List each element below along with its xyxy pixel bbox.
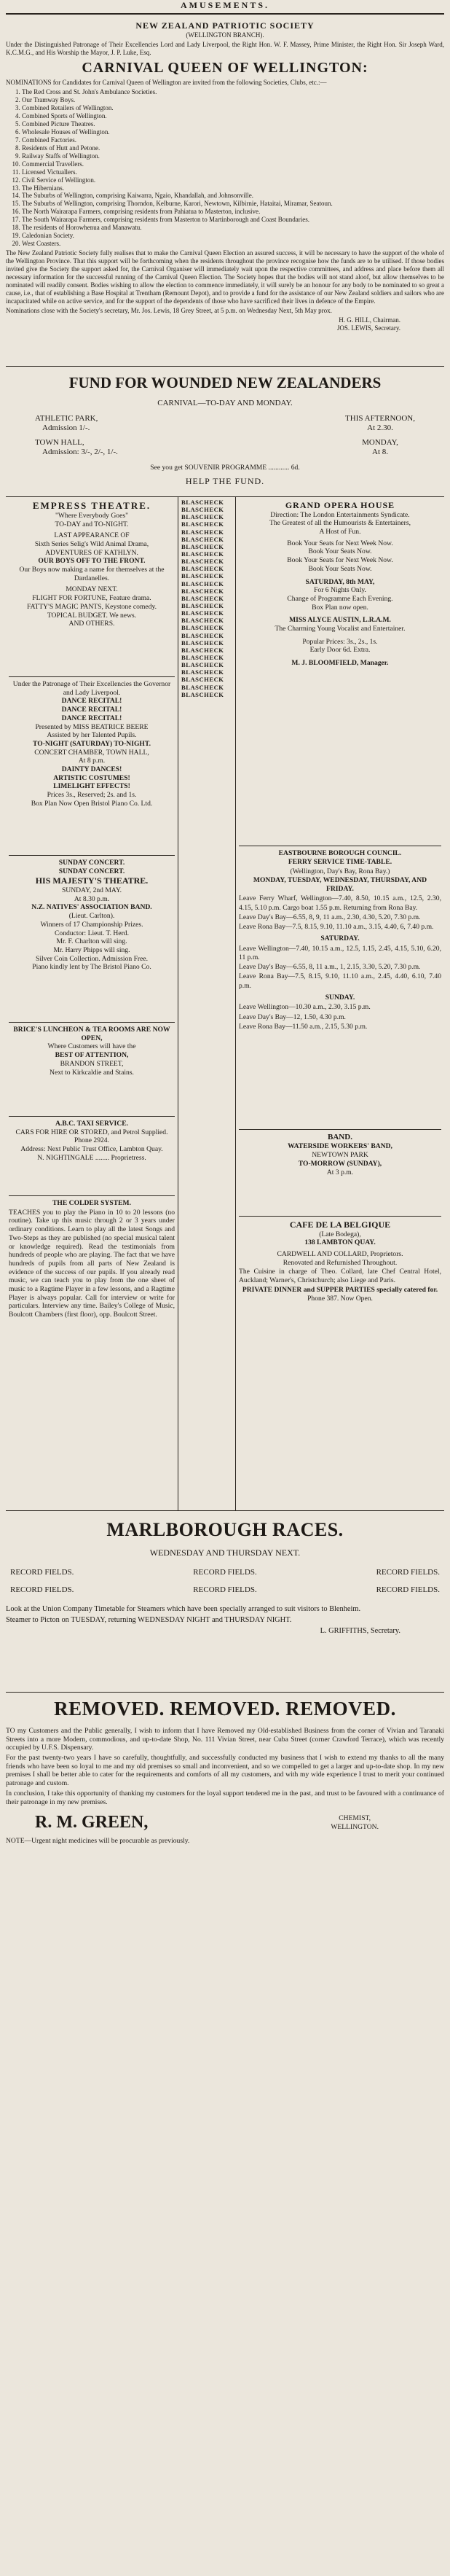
races-title: MARLBOROUGH RACES. — [106, 1519, 344, 1540]
time-afternoon-hour: At 2.30. — [367, 424, 393, 433]
chemist-role: CHEMIST, — [339, 1814, 371, 1823]
list-item: 2. Our Tramway Boys. — [22, 96, 444, 104]
abc-title: A.B.C. TAXI SERVICE. — [55, 1120, 129, 1128]
blascheck-word: BLASCHECK — [181, 676, 224, 684]
ferry-times: Leave Day's Bay—6.55, 8, 11 a.m., 1, 2.15, 3.30, 5.20, 7.30 p.m. — [239, 963, 421, 972]
cafe-body: The Cuisine in charge of Theo. Collard, late Chef Central Hotel, Auckland; Warner's, Christchurch; also Liege and Paris. — [239, 1268, 441, 1285]
opera-line: The Charming Young Vocalist and Entertainer. — [275, 625, 406, 633]
cafe-owners: CARDWELL AND COLLARD, Proprietors. — [277, 1250, 403, 1259]
blascheck-word: BLASCHECK — [181, 609, 224, 617]
empress-line: Our Boys now making a name for themselves at the Dardanelles. — [19, 566, 165, 582]
recital-line: DANCE RECITAL! — [61, 697, 122, 706]
blascheck-word: BLASCHECK — [181, 565, 224, 573]
blascheck-word: BLASCHECK — [181, 661, 224, 669]
ferry-saturday: SATURDAY. — [320, 934, 360, 943]
patronage-text: Under the Distinguished Patronage of Their Excellencies Lord and Lady Liverpool, the Right Hon. W. F. Massey, Prime Minister, the Right Hon. Sir Joseph Ward, K.C.M.G., and His Worship the Mayor, J. P. Luke, Esq. — [6, 40, 444, 56]
ferry-days: MONDAY, TUESDAY, WEDNESDAY, THURSDAY, AND FRIDAY. — [253, 875, 427, 894]
list-item: 9. Railway Staffs of Wellington. — [22, 152, 444, 160]
band-ad — [239, 1130, 441, 1217]
recital-line: Box Plan Now Open Bristol Piano Co. Ltd. — [31, 799, 153, 808]
recital-line: ARTISTIC COSTUMES! — [53, 773, 130, 782]
empress-line: FATTY'S MAGIC PANTS, Keystone comedy. — [26, 602, 157, 611]
ads-columns — [6, 497, 444, 1511]
brices-title: BRICE'S LUNCHEON & TEA ROOMS ARE NOW OPEN, — [13, 1026, 170, 1042]
band-line: NEWTOWN PARK — [312, 1151, 368, 1160]
ferry-times: Leave Day's Bay—6.55, 8, 9, 11 a.m., 2.30, 4.30, 5.20, 7.30 p.m. — [239, 913, 421, 921]
sunday-line: HIS MAJESTY'S THEATRE. — [35, 875, 149, 886]
removed-para: In conclusion, I take this opportunity of thanking my customers for the loyal support tendered me in the past, and trust to be favoured with a continuance of their patronage in my new premises. — [6, 1789, 444, 1806]
races-steamer: Steamer to Picton on TUESDAY, returning WEDNESDAY NIGHT and THURSDAY NIGHT. — [6, 1615, 292, 1624]
sunday-line: At 8.30 p.m. — [74, 894, 110, 903]
ferry-sub: (Wellington, Day's Bay, Rona Bay.) — [290, 867, 390, 875]
record-fields: RECORD FIELDS. — [10, 1585, 74, 1594]
brices-line: BRANDON STREET, — [60, 1059, 124, 1068]
sunday-line: Mr. F. Charlton will sing. — [56, 937, 127, 946]
sunday-line: Winners of 17 Championship Prizes. — [40, 920, 143, 929]
blascheck-word: BLASCHECK — [181, 542, 224, 550]
record-fields: RECORD FIELDS. — [376, 1585, 440, 1594]
removed-para: For the past twenty-two years I have so carefully, thoughtfully, and successfully conducted my business that I wish to extend my thanks to all the many friends who have been so loyal to me and my old premises so small and inconvenient, and so we compelled to get a larger and up-to-date shop. In my new premises I shall be better able to cater for the requirements and comforts of all my customers, and with my wide experience I trust to merit your continued patronage and custom. — [6, 1754, 444, 1788]
list-item: 17. The South Wairarapa Farmers, comprising residents from Masterton to Martinborough and Coast Boundaries. — [22, 216, 444, 224]
admission-athletic: Admission 1/-. — [42, 424, 90, 433]
cafe-line: PRIVATE DINNER and SUPPER PARTIES specially catered for. — [242, 1285, 438, 1294]
list-item: 20. West Coasters. — [22, 240, 444, 248]
colder-system-ad — [9, 1196, 175, 1319]
blascheck-word: BLASCHECK — [181, 631, 224, 639]
record-fields: RECORD FIELDS. — [376, 1568, 440, 1577]
recital-line: Presented by MISS BEATRICE BEERE — [35, 722, 149, 731]
ferry-times: Leave Rona Bay—7.5, 8.15, 9.10, 11.10 a.m., 2.45, 4.40, 6.10, 7.40 p.m. — [239, 972, 441, 990]
blascheck-word: BLASCHECK — [181, 550, 224, 558]
empress-theatre-ad — [9, 497, 175, 677]
band-line: TO-MORROW (SUNDAY), — [298, 1159, 382, 1168]
opera-line: SATURDAY, 8th MAY, — [305, 577, 375, 586]
empress-line: AND OTHERS. — [68, 620, 115, 628]
fund-title: FUND FOR WOUNDED NEW ZEALANDERS — [68, 374, 382, 391]
brices-line: Next to Kirkcaldie and Stains. — [50, 1068, 134, 1077]
opera-line: Box Plan now open. — [312, 603, 368, 612]
section-header: AMUSEMENTS. — [180, 0, 269, 10]
recital-line: TO-NIGHT (SATURDAY) TO-NIGHT. — [33, 739, 151, 748]
blascheck-word: BLASCHECK — [181, 572, 224, 580]
cafe-name: CAFE DE LA BELGIQUE — [289, 1219, 391, 1230]
carnival-queen-ad — [6, 17, 444, 367]
abc-line: N. NIGHTINGALE ........ Proprietress. — [37, 1153, 146, 1162]
chemist-name: R. M. GREEN, — [35, 1813, 149, 1833]
society-branch: (WELLINGTON BRANCH). — [186, 31, 264, 39]
abc-line: Phone 2924. — [74, 1136, 109, 1145]
opera-line: Direction: The London Entertainments Syndicate. — [270, 510, 410, 519]
cafe-line: Renovated and Refurnished Throughout. — [283, 1258, 398, 1267]
empress-line: LAST APPEARANCE OF — [54, 531, 130, 540]
blascheck-word: BLASCHECK — [181, 624, 224, 632]
brices-tea-rooms-ad — [9, 1023, 175, 1117]
time-afternoon: THIS AFTERNOON, — [345, 414, 415, 424]
venue-town-hall: TOWN HALL, — [35, 437, 84, 447]
opera-name: GRAND OPERA HOUSE — [285, 500, 395, 510]
ferry-times: Leave Rona Bay—7.5, 8.15, 9.10, 11.10 a.m., 3.15, 4.40, 6, 7.40 p.m. — [239, 923, 434, 932]
opera-house-ad — [239, 497, 441, 846]
recital-line: CONCERT CHAMBER, TOWN HALL, — [34, 748, 149, 757]
list-item: 6. Wholesale Houses of Wellington. — [22, 128, 444, 136]
blascheck-word: BLASCHECK — [181, 601, 224, 609]
opera-line: A Host of Fun. — [319, 528, 361, 536]
dance-recital-ad — [9, 677, 175, 856]
chemist-city: WELLINGTON. — [331, 1822, 379, 1831]
fund-subtitle: CARNIVAL—TO-DAY AND MONDAY. — [157, 398, 293, 407]
opera-line: Book Your Seats for Next Week Now. — [287, 556, 393, 565]
opera-line: Change of Programme Each Evening. — [287, 594, 393, 603]
sunday-line: Silver Coin Collection. Admission Free. — [35, 954, 149, 963]
sunday-line: Conductor: Lieut. T. Herd. — [55, 929, 129, 937]
left-column — [6, 497, 178, 1510]
sunday-line: N.Z. NATIVES' ASSOCIATION BAND. — [31, 903, 152, 912]
help-fund: HELP THE FUND. — [185, 476, 265, 487]
carnival-title: CARNIVAL QUEEN OF WELLINGTON: — [82, 59, 368, 76]
sunday-line: SUNDAY CONCERT. — [58, 859, 125, 867]
blascheck-word: BLASCHECK — [181, 683, 224, 691]
list-item: 19. Caledonian Society. — [22, 232, 444, 240]
blascheck-word: BLASCHECK — [181, 639, 224, 647]
blascheck-column — [178, 497, 235, 1510]
list-item: 15. The Suburbs of Wellington, comprising Thorndon, Kelburne, Karori, Newtown, Kilbirnie, Hataitai, Miramar, Seatoun. — [22, 200, 444, 208]
opera-line: The Greatest of all the Humourists & Entertainers, — [269, 519, 411, 528]
recital-line: Prices 3s., Reserved; 2s. and 1s. — [47, 791, 137, 800]
cafe-line: Phone 387. Now Open. — [307, 1294, 373, 1303]
empress-line: Sixth Series Selig's Wild Animal Drama, — [34, 539, 149, 548]
opera-line: MISS ALYCE AUSTIN, L.R.A.M. — [289, 616, 391, 625]
list-item: 4. Combined Sports of Wellington. — [22, 112, 444, 120]
carnival-closing: Nominations close with the Society's secretary, Mr. Jos. Lewis, 18 Grey Street, at 5 p.m. on Wednesday Next, 5th May prox. — [6, 307, 332, 315]
blascheck-word: BLASCHECK — [181, 558, 224, 566]
list-item: 18. The residents of Horowhenua and Manawatu. — [22, 224, 444, 232]
opera-line: Popular Prices: 3s., 2s., 1s. — [302, 637, 378, 646]
list-item: 8. Residents of Hutt and Petone. — [22, 144, 444, 152]
ferry-org: EASTBOURNE BOROUGH COUNCIL. — [278, 849, 402, 857]
ferry-times: Leave Wellington—10.30 a.m., 2.30, 3.15 p.m. — [239, 1003, 371, 1012]
list-item: 14. The Suburbs of Wellington, comprising Kaiwarra, Ngaio, Khandallah, and Johnsonville. — [22, 192, 444, 200]
blascheck-word: BLASCHECK — [181, 579, 224, 588]
record-fields: RECORD FIELDS. — [193, 1568, 257, 1577]
sunday-line: Mr. Harry Phipps will sing. — [53, 945, 130, 954]
list-item: 11. Licensed Victuallers. — [22, 168, 444, 176]
newspaper-page — [6, 0, 444, 1845]
empress-line: ADVENTURES OF KATHLYN. — [45, 548, 138, 557]
empress-when: TO-DAY and TO-NIGHT. — [55, 520, 129, 528]
removed-note: NOTE—Urgent night medicines will be procurable as previously. — [6, 1836, 190, 1845]
empress-line: FLIGHT FOR FORTUNE, Feature drama. — [32, 594, 151, 603]
opera-line: Book Your Seats Now. — [308, 564, 372, 573]
abc-line: CARS FOR HIRE OR STORED, and Petrol Supplied. — [15, 1128, 168, 1136]
ferry-times: Leave Rona Bay—11.50 a.m., 2.15, 5.30 p.m. — [239, 1022, 368, 1031]
list-item: 1. The Red Cross and St. John's Ambulance Societies. — [22, 88, 444, 96]
blascheck-word: BLASCHECK — [181, 690, 224, 698]
society-list — [6, 88, 444, 248]
blascheck-word: BLASCHECK — [181, 520, 224, 528]
blascheck-word: BLASCHECK — [181, 513, 224, 521]
sunday-concert-ad — [9, 856, 175, 1023]
band-line: WATERSIDE WORKERS' BAND, — [288, 1142, 392, 1151]
empress-line: OUR BOYS OFF TO THE FRONT. — [38, 557, 146, 566]
cafe-address: 138 LAMBTON QUAY. — [304, 1238, 376, 1247]
list-item: 10. Commercial Travellers. — [22, 160, 444, 168]
recital-line: DANCE RECITAL! — [61, 714, 122, 722]
list-item: 3. Combined Retailers of Wellington. — [22, 104, 444, 112]
ferry-title: FERRY SERVICE TIME-TABLE. — [288, 858, 392, 867]
list-item: 13. The Hibernians. — [22, 184, 444, 192]
colder-body: TEACHES you to play the Piano in 10 to 20 lessons (no routine). Take up this music through 2 or 3 years under ordinary conditions. Learn to play all the latest Songs and Two-Steps as they are published (no special musical talent or knowledge required). Read the testimonials from hundreds of people who are playing. The fact that we have hundreds of pupils from all parts of New Zealand is evidence of the success of our pupils. If you already read music, we can teach you to play from the one sheet of music to a Ragtime Player in a few lessons, and a Ragtime Player is always popular. Call for interview or write for particulars. Interview any time. Bailey's College of Music, Boulcott Chambers (first floor), opp. Boulcott Street. — [9, 1208, 175, 1319]
record-fields: RECORD FIELDS. — [193, 1585, 257, 1594]
abc-taxi-ad — [9, 1117, 175, 1196]
empress-line: TOPICAL BUDGET. We news. — [47, 611, 137, 620]
carnival-body: The New Zealand Patriotic Society fully realises that to make the Carnival Queen Election an assured success, it will be necessary to have the support of the whole of the Wellington Province. That this support will be forthcoming when the residents throughout the province recognise how the funds are to be utilised. If those bodies invited give the Society the support asked for, the Carnival Organiser will immediately wait upon the respective committees, and address and place before them all necessary information for the successful running of the Carnival Queen Election. The Society hopes that the bodies will not stand aloof, but allow themselves to be nominated will readily consent. Bodies wishing to allow the election to commence immediately, it will surely be an honour for any body to be nominated to so great a cause, i.e., that of establishing a Base Hospital at Trentham (Remount Depot), and to provide a fund for the assistance of our New Zealand soldiers and sailors who are incapacitated while on active service, and for the support of the dependents of those who have sacrificed their lives in defence of the Empire. — [6, 249, 444, 305]
empress-tagline: "Where Everybody Goes" — [55, 511, 128, 520]
sunday-line: (Lieut. Carlton). — [68, 912, 115, 921]
ferry-timetable-ad — [239, 846, 441, 1130]
wounded-fund-ad — [6, 367, 444, 497]
band-title: BAND. — [328, 1133, 352, 1141]
blascheck-word: BLASCHECK — [181, 499, 224, 506]
blascheck-word: BLASCHECK — [181, 587, 224, 595]
blascheck-word: BLASCHECK — [181, 528, 224, 536]
blascheck-word: BLASCHECK — [181, 506, 224, 514]
recital-line: DANCE RECITAL! — [61, 706, 122, 714]
brices-line: Where Customers will have the — [47, 1042, 136, 1051]
sunday-line: SUNDAY, 2nd MAY. — [61, 886, 122, 895]
divider — [6, 13, 444, 15]
nominations-intro: NOMINATIONS for Candidates for Carnival Queen of Wellington are invited from the following Societies, Clubs, etc.:— — [6, 78, 327, 86]
sunday-line: Piano kindly lent by The Bristol Piano Co. — [32, 963, 151, 972]
marlborough-races-ad — [6, 1511, 444, 1693]
band-line: At 3 p.m. — [326, 1168, 354, 1176]
record-fields-row — [6, 1568, 444, 1577]
recital-line: At 8 p.m. — [78, 757, 106, 765]
time-monday-hour: At 8. — [372, 448, 389, 457]
venue-athletic-park: ATHLETIC PARK, — [35, 414, 98, 424]
list-item: 7. Combined Factories. — [22, 136, 444, 144]
colder-title: THE COLDER SYSTEM. — [52, 1199, 131, 1207]
sunday-line: SUNDAY CONCERT. — [58, 867, 125, 875]
opera-line: Book Your Seats Now. — [308, 547, 372, 556]
blascheck-word: BLASCHECK — [181, 617, 224, 625]
races-dates: WEDNESDAY AND THURSDAY NEXT. — [149, 1547, 301, 1558]
recital-line: LIMELIGHT EFFECTS! — [53, 782, 130, 791]
blascheck-word: BLASCHECK — [181, 668, 224, 676]
list-item: 5. Combined Picture Theatres. — [22, 120, 444, 128]
races-body: Look at the Union Company Timetable for Steamers which have been specially arranged to suit visitors to Blenheim. — [6, 1605, 361, 1614]
secretary-signature: JOS. LEWIS, Secretary. — [336, 324, 400, 332]
society-name: NEW ZEALAND PATRIOTIC SOCIETY — [135, 20, 315, 31]
right-column — [235, 497, 444, 1510]
races-secretary: L. GRIFFITHS, Secretary. — [320, 1626, 400, 1635]
list-item: 16. The North Wairarapa Farmers, comprising residents from Pahiatua to Masterton, inclusive. — [22, 208, 444, 216]
recital-line: Under the Patronage of Their Excellencies the Governor and Lady Liverpool. — [12, 680, 171, 697]
ferry-sunday: SUNDAY. — [325, 993, 355, 1002]
removed-ad — [6, 1693, 444, 1845]
blascheck-word: BLASCHECK — [181, 535, 224, 543]
chairman-signature: H. G. HILL, Chairman. — [339, 316, 400, 324]
blascheck-word: BLASCHECK — [181, 594, 224, 602]
abc-line: Address: Next Public Trust Office, Lambton Quay. — [20, 1145, 163, 1154]
ferry-times: Leave Ferry Wharf, Wellington—7.40, 8.50, 10.15 a.m., 12.5, 2.30, 4.15, 5.10 p.m. Cargo boat 1.55 p.m. Returning from Rona Bay. — [239, 894, 441, 912]
removed-title: REMOVED. REMOVED. REMOVED. — [54, 1698, 396, 1720]
recital-line: DAINTY DANCES! — [61, 765, 122, 774]
programme-note: See you get SOUVENIR PROGRAMME ............ 6d. — [150, 463, 300, 472]
opera-line: Early Door 6d. Extra. — [309, 646, 371, 655]
ferry-times: Leave Wellington—7.40, 10.15 a.m., 12.5, 1.15, 2.45, 4.15, 5.10, 6.20, 11 p.m. — [239, 944, 441, 961]
removed-para: TO my Customers and the Public generally, I wish to inform that I have Removed my Old-established Business from the corner of Vivian and Taranaki Streets into a more Modern, commodious, and up-to-date Shop, No. 111 Vivian Street, near Cuba Street (corner Crawford Terrace), which was recently occupied by U.F.S. Dispensary. — [6, 1726, 444, 1752]
blascheck-word: BLASCHECK — [181, 646, 224, 654]
brices-line: BEST OF ATTENTION, — [55, 1051, 129, 1060]
opera-line: M. J. BLOOMFIELD, Manager. — [291, 659, 389, 668]
time-monday: MONDAY, — [362, 437, 398, 447]
record-fields-row — [6, 1585, 444, 1595]
opera-line: For 6 Nights Only. — [314, 586, 366, 595]
recital-line: Assisted by her Talented Pupils. — [47, 731, 137, 740]
opera-line: Book Your Seats for Next Week Now. — [287, 539, 393, 547]
empress-name: EMPRESS THEATRE. — [32, 500, 151, 511]
cafe-sub: (Late Bodega), — [319, 1230, 361, 1238]
admission-town-hall: Admission: 3/-, 2/-, 1/-. — [42, 448, 118, 457]
list-item: 12. Civil Service of Wellington. — [22, 176, 444, 184]
cafe-belgique-ad — [239, 1217, 441, 1303]
blascheck-word: BLASCHECK — [181, 653, 224, 661]
ferry-times: Leave Day's Bay—12, 1.50, 4.30 p.m. — [239, 1012, 346, 1021]
empress-line: MONDAY NEXT. — [66, 585, 118, 594]
record-fields: RECORD FIELDS. — [10, 1568, 74, 1577]
